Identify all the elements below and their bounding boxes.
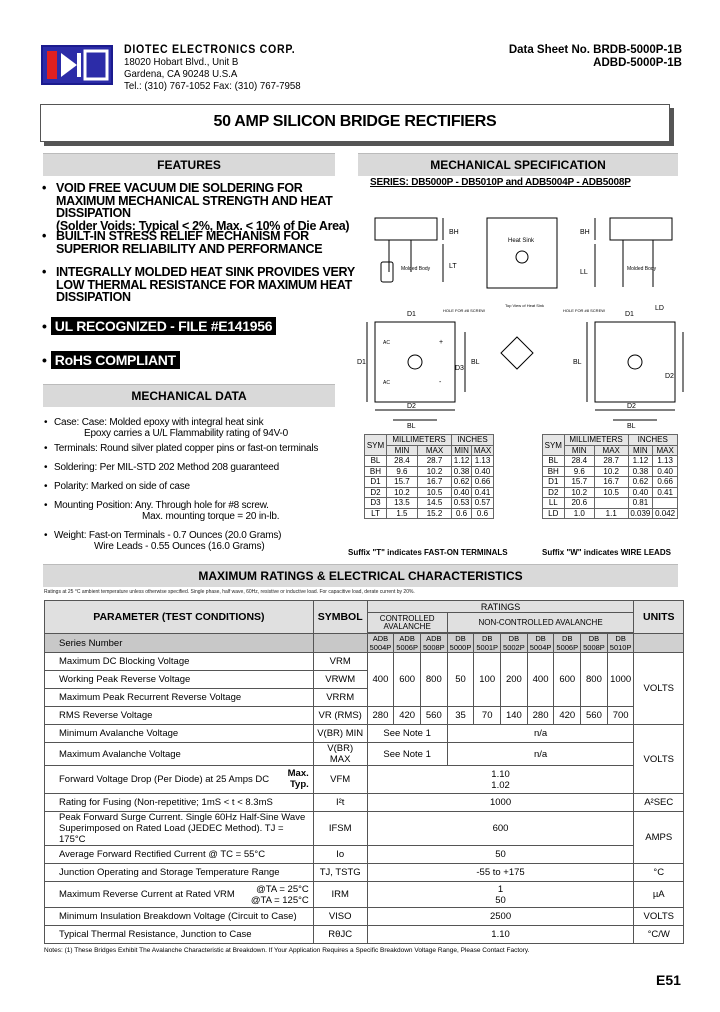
feature-2: • BUILT-IN STRESS RELIEF MECHANISM FOR SUPERIOR RELIABILITY AND PERFORMANCE [42, 229, 323, 256]
label-d1-side: D1 [357, 359, 366, 366]
address-line1: 18020 Hobart Blvd., Unit B [124, 56, 239, 68]
page-number: E51 [656, 972, 681, 988]
case-line1: Case: Case: Molded epoxy with integral heat sink [54, 417, 264, 428]
table-row: D1 15.7 16.7 0.62 0.66 [543, 477, 678, 488]
table-row: Junction Operating and Storage Temperature Range TJ, TSTG -55 to +175 °C [45, 864, 684, 882]
table-row: Average Forward Rectified Current @ TC = 55°C Io 50 [45, 846, 684, 864]
table-row: D2 10.2 10.5 0.40 0.41 [543, 487, 678, 498]
label-lt: LT [449, 263, 457, 270]
label-d2-w: D2 [627, 403, 636, 410]
label-minus: - [439, 379, 442, 386]
terminals: Terminals: Round silver plated copper pins or fast-on terminals [54, 443, 319, 454]
soldering: Soldering: Per MIL-STD 202 Method 208 guaranteed [54, 462, 279, 473]
dims-table-t: SYM MILLIMETERS INCHES MIN MAX MIN MAX BL 28.4 28.7 1.12 1.13 BH 9.6 10.2 0.38 0.40 D1 15.7 16.7 0.62 0.66 D2 10.2 10.5 0.40 0.41 D3 13.5 14.5 0.53 0.57 LT 1.5 15.2 0.6 0.6 [364, 434, 494, 519]
ratings-header: MAXIMUM RATINGS & ELECTRICAL CHARACTERISTICS [43, 564, 678, 587]
polarity: Polarity: Marked on side of case [54, 481, 190, 492]
weight-1: Weight: Fast-on Terminals - 0.7 Ounces (20.0 Grams) [54, 530, 282, 541]
phone-fax: Tel.: (310) 767-1052 Fax: (310) 767-7958 [124, 80, 301, 92]
label-ld: LD [655, 305, 664, 312]
table-row: Maximum Peak Recurrent Reverse Voltage VRRM [45, 689, 684, 707]
datasheet-number-alt: ADBD-5000P-1B [593, 57, 682, 69]
label-d1: D1 [407, 311, 416, 318]
feature-1-sub: (Solder Voids: Typical < 2%, Max. < 10% of Die Area) [56, 218, 350, 233]
table-row: LD 1.0 1.1 0.039 0.042 [543, 508, 678, 519]
table-row: Maximum DC Blocking Voltage VRM 400 600 800 50 100 200 400 600 800 1000 VOLTS [45, 653, 684, 671]
table-row: D1 15.7 16.7 0.62 0.66 [365, 477, 494, 488]
title-box [40, 104, 670, 142]
table-row: Forward Voltage Drop (Per Diode) at 25 Amps DC Max. Typ. VFM 1.10 1.02 [45, 766, 684, 794]
mounting-2: Max. mounting torque = 20 in-lb. [142, 511, 280, 522]
suffix-w-note: Suffix "W" indicates WIRE LEADS [542, 548, 671, 557]
case-line2: Epoxy carries a U/L Flammability rating of 94V-0 [84, 428, 289, 439]
label-d2: D2 [407, 403, 416, 410]
mounting-1: Mounting Position: Any. Through hole for #8 screw. [54, 500, 269, 511]
label-bl: BL [407, 423, 416, 430]
label-ll: LL [580, 269, 588, 276]
label-bl-w-side: BL [573, 359, 582, 366]
label-hole-right: HOLE FOR #8 SCREW [563, 308, 606, 313]
datasheet-number: Data Sheet No. BRDB-5000P-1B [508, 44, 682, 56]
label-d1-w: D1 [625, 311, 634, 318]
table-row: BH 9.6 10.2 0.38 0.40 [543, 466, 678, 477]
table-row: BL 28.4 28.7 1.12 1.13 [543, 456, 678, 467]
package-drawing [355, 192, 685, 432]
table-row: Maximum Reverse Current at Rated VRM @TA = 25°C @TA = 125°C IRM 1 50 µA [45, 882, 684, 908]
label-plus: + [439, 339, 444, 346]
label-bh-w: BH [580, 229, 590, 236]
label-molded-body-w: Molded Body [627, 266, 657, 272]
label-ac-2: AC [383, 380, 390, 386]
address-line2: Gardena, CA 90248 U.S.A [124, 68, 238, 80]
label-molded-body: Molded Body [401, 266, 431, 272]
table-row: RMS Reverse Voltage VR (RMS) 280 420 560 35 70 140 280 420 560 700 [45, 707, 684, 725]
table-row: Rating for Fusing (Non-repetitive; 1mS < t < 8.3mS I²t 1000 A²SEC [45, 794, 684, 812]
suffix-t-note: Suffix "T" indicates FAST-ON TERMINALS [348, 548, 508, 557]
table-row: Maximum Avalanche Voltage V(BR) MAX See Note 1 n/a [45, 743, 684, 766]
rohs-compliant: • RoHS COMPLIANT [42, 352, 180, 368]
feature-1: • VOID FREE VACUUM DIE SOLDERING FOR MAXIMUM MECHANICAL STRENGTH AND HEAT DISSIPATION (Solder Voids: Typical < 2%, Max. < 10% of Die Area) [42, 181, 350, 233]
table-row: Typical Thermal Resistance, Junction to Case RθJC 1.10 °C/W [45, 926, 684, 944]
series-line: SERIES: DB5000P - DB5010P and ADB5004P - ADB5008P [370, 177, 631, 188]
table-row: BH 9.6 10.2 0.38 0.40 [365, 466, 494, 477]
label-hole-left: HOLE FOR #8 SCREW [443, 308, 486, 313]
table-row: Peak Forward Surge Current. Single 60Hz Half-Sine Wave Superimposed on Rated Load (JEDEC Method). TJ = 175°C IFSM 600 AMPS [45, 812, 684, 846]
table-row: D3 13.5 14.5 0.53 0.57 [365, 498, 494, 509]
table-row: LL 20.6 0.81 [543, 498, 678, 509]
mech-data-list: • Case: Case: Molded epoxy with integral heat sink Epoxy carries a U/L Flammability rating of 94V-0 • Terminals: Round silver plated copper pins or fast-on terminals • Soldering: Per MIL-STD 202 Method 208 guaranteed • Polarity: Marked on side of case • Mounting Position: Any. Through hole for #8 screw. Max. mounting torque = 20 in-lb. • Weight: Fast-on Terminals - 0.7 Ounces (20.0 Grams) Wire Leads - 0.55 Ounces (16.0 Grams) [44, 417, 319, 552]
mech-data-header: MECHANICAL DATA [43, 384, 335, 407]
label-top-view: Top View of Heat Sink [505, 303, 545, 308]
table-row: D2 10.2 10.5 0.40 0.41 [365, 487, 494, 498]
table-row: BL 28.4 28.7 1.12 1.13 [365, 456, 494, 467]
label-heat-sink: Heat Sink [508, 238, 535, 244]
label-d3: D3 [455, 365, 464, 372]
company-name: DIOTEC ELECTRONICS CORP. [124, 44, 296, 56]
label-d2-w-side: D2 [665, 373, 674, 380]
weight-2: Wire Leads - 0.55 Ounces (16.0 Grams) [94, 541, 265, 552]
features-header: FEATURES [43, 153, 335, 176]
table-row: Minimum Insulation Breakdown Voltage (Circuit to Case) VISO 2500 VOLTS [45, 908, 684, 926]
notes: Notes: (1) These Bridges Exhibit The Avalanche Characteristic at Breakdown. If Your Application Requires a Specific Breakdown Voltage Range, Please Contact Factory. [44, 947, 530, 954]
label-bl-w: BL [627, 423, 636, 430]
mech-spec-header: MECHANICAL SPECIFICATION [358, 153, 678, 176]
label-bh: BH [449, 229, 459, 236]
ul-recognized: • UL RECOGNIZED - FILE #E141956 [42, 318, 276, 334]
company-logo [41, 45, 113, 85]
page-title: 50 AMP SILICON BRIDGE RECTIFIERS [213, 113, 497, 130]
feature-3: • INTEGRALLY MOLDED HEAT SINK PROVIDES VERY LOW THERMAL RESISTANCE FOR MAXIMUM HEAT DISSIPATION [42, 265, 355, 304]
dims-table-w: SYM MILLIMETERS INCHES MIN MAX MIN MAX BL 28.4 28.7 1.12 1.13 BH 9.6 10.2 0.38 0.40 D1 15.7 16.7 0.62 0.66 D2 10.2 10.5 0.40 0.41 LL 20.6 0.81 LD 1.0 1.1 0.039 0.042 [542, 434, 678, 519]
table-row: Minimum Avalanche Voltage V(BR) MIN See Note 1 n/a VOLTS [45, 725, 684, 743]
ratings-table: PARAMETER (TEST CONDITIONS) SYMBOL RATINGS UNITS CONTROLLED AVALANCHE NON-CONTROLLED AVALANCHE Series Number ADB 5004P ADB 5006P ADB 5008P DB 5000P DB 5001P DB 5002P DB 5004P DB 5006P DB 5008P DB 5010P Maximum DC Blocking Voltage VRM 400 600 800 50 100 200 400 600 800 1000 VOLTS Working Peak Reverse Voltage VRWM Maximum Peak Recurrent Reverse Voltage VRRM RMS Reverse Voltage VR (RMS) 280 420 560 35 70 140 280 420 560 700 Minimum Avalanche Voltage V(BR) MIN See Note 1 n/a VOLTS Maximum Avalanche Voltage V(BR) MAX See Note 1 n/a Forward Voltage Drop (Per Diode) at 25 Amps DC Max. Typ. VFM 1.10 1.02 Rating for Fusing (Non-repetitive; 1mS < t < 8.3mS I²t 1000 A²SEC Peak Forward Surge Current. Single 60Hz Half-Sine Wave Superimposed on Rated Load (JEDEC Method). TJ = 175°C IFSM 600 AMPS Average Forward Rectified Current @ TC = 55°C Io 50 Junction Operating and Storage Temperature Range TJ, TSTG -55 to +175 °C Maximum Reverse Current at Rated VRM @TA = 25°C @TA = 125°C IRM 1 50 µA Minimum Insulation Breakdown Voltage (Circuit to Case) VISO 2500 VOLTS Typical Thermal Resistance, Junction to Case RθJC 1.10 °C/W [44, 600, 684, 944]
table-row: Working Peak Reverse Voltage VRWM [45, 671, 684, 689]
logo-graphic [43, 47, 111, 83]
table-row: Series Number ADB 5004P ADB 5006P ADB 5008P DB 5000P DB 5001P DB 5002P DB 5004P DB 5006P DB 5008P DB 5010P [45, 634, 684, 653]
ratings-conditions: Ratings at 25 °C ambient temperature unless otherwise specified. Single phase, half wave, 60Hz, resistive or inductive load. For capacitive load, derate current by 20%. [44, 589, 415, 595]
label-bl-side: BL [471, 359, 480, 366]
label-ac-1: AC [383, 340, 390, 346]
table-row: LT 1.5 15.2 0.6 0.6 [365, 508, 494, 519]
